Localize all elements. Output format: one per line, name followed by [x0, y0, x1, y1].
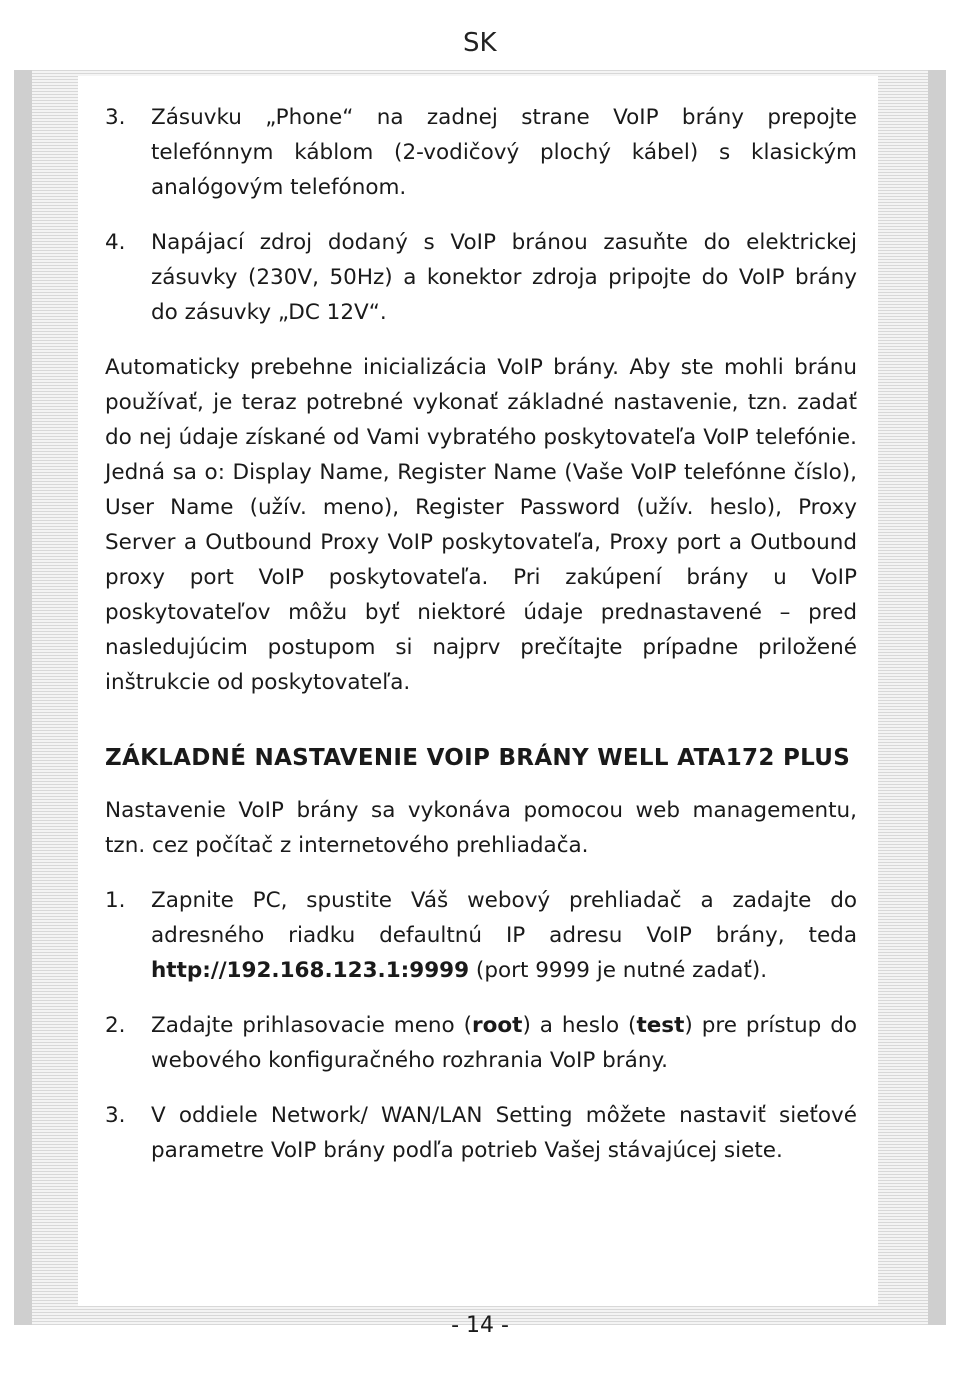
list-item — [105, 1008, 857, 1078]
list-item — [105, 883, 857, 988]
list-number: 4. — [105, 230, 126, 255]
text-segment: Zapnite PC, spustite Váš webový prehliadač a zadajte do adresného riadku defaultnú IP adresu VoIP brány, teda — [151, 888, 857, 948]
list-text: Napájací zdroj dodaný s VoIP bránou zasuňte do elektrickej zásuvky (230V, 50Hz) a konektor zdroja pripojte do VoIP brány do zásuvky „DC 12V“. — [151, 230, 857, 325]
section-heading: ZÁKLADNÉ NASTAVENIE VOIP BRÁNY WELL ATA172 PLUS — [105, 745, 851, 771]
default-ip-url: http://192.168.123.1:9999 — [151, 958, 470, 983]
setup-paragraph: Nastavenie VoIP brány sa vykonáva pomocou web managementu, tzn. cez počítač z internetového prehliadača. — [105, 798, 857, 858]
list-item — [105, 225, 857, 330]
text-segment: (port 9999 je nutné zadať). — [469, 958, 768, 983]
language-code: SK — [463, 28, 497, 58]
list-text: Zásuvku „Phone“ na zadnej strane VoIP brány prepojte telefónnym káblom (2-vodičový plochý kábel) s klasickým analógovým telefónom. — [151, 105, 857, 200]
login-username: root — [472, 1013, 523, 1038]
login-password: test — [636, 1013, 685, 1038]
text-segment: Zadajte prihlasovacie meno ( — [151, 1013, 473, 1038]
list-number: 2. — [105, 1013, 126, 1038]
intro-paragraph: Automaticky prebehne inicializácia VoIP brány. Aby ste mohli bránu používať, je teraz potrebné vykonať základné nastavenie, tzn. zadať do nej údaje získané od Vami vybratého poskytovateľa VoIP telefónie. Jedná sa o: Display Name, Register Name (Vaše VoIP telefónne číslo), User Name (užív. meno), Register Password (užív. heslo), Proxy Server a Outbound Proxy VoIP poskytovateľa, Proxy port a Outbound proxy port VoIP poskytovateľa. Pri zakúpení brány u VoIP poskytovateľov môžu byť niektoré údaje prednastavené – pred nasledujúcim postupom si najprv prečítajte prípadne priložené inštrukcie od poskytovateľa. — [105, 355, 857, 695]
page-number: - 14 - — [451, 1313, 509, 1338]
list-number: 3. — [105, 105, 126, 130]
list-text: V oddiele Network/ WAN/LAN Setting môžete nastaviť sieťové parametre VoIP brány podľa potrieb Vašej stávajúcej siete. — [151, 1103, 857, 1163]
page-content — [105, 100, 857, 1188]
list-number: 1. — [105, 888, 126, 913]
text-segment: ) pre prístup do webového konfiguračného rozhrania VoIP brány. — [151, 1013, 857, 1073]
list-text — [151, 1008, 857, 1078]
list-number: 3. — [105, 1103, 126, 1128]
list-item — [105, 100, 857, 205]
text-segment: ) a heslo ( — [522, 1013, 637, 1038]
list-text — [151, 883, 857, 988]
list-item — [105, 1098, 857, 1168]
